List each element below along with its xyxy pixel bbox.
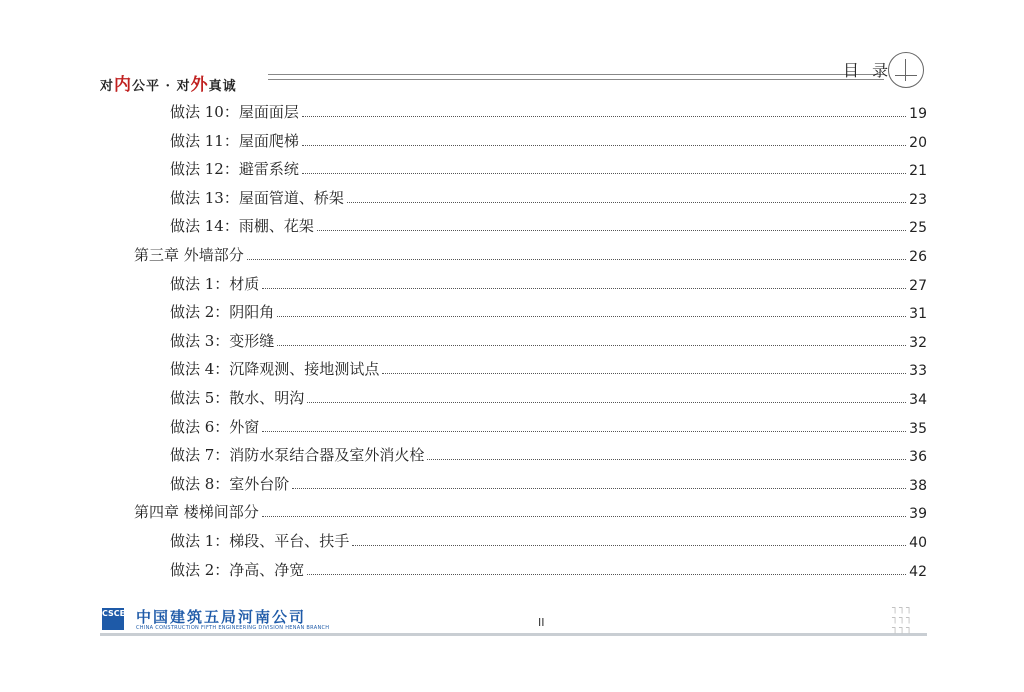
toc-leader-dots [292,488,906,489]
toc-entry[interactable] [0,123,927,151]
toc-entry-page: 42 [909,563,927,580]
toc-leader-dots [307,574,906,575]
toc-entry-title: 做法 1：材质 [170,274,260,293]
toc-entry-title: 做法 4：沉降观测、接地测试点 [170,360,380,379]
toc-entry-page: 38 [909,477,927,494]
toc-leader-dots [277,316,906,317]
toc-entry[interactable] [0,180,927,208]
toc-entry-page: 21 [909,163,927,180]
toc-entry-title: 做法 2：净高、净宽 [170,560,305,579]
slogan-text-1: 对 [100,79,115,94]
toc-leader-dots [382,373,906,374]
toc-entry-page: 20 [909,134,927,151]
toc-entry[interactable] [0,494,927,522]
toc-entry-page: 34 [909,392,927,408]
toc-entry[interactable] [0,552,927,580]
page-number: II [538,616,545,629]
toc-leader-dots [247,259,906,260]
toc-entry[interactable] [0,94,927,122]
company-logo-icon: CSCEC [102,608,124,630]
slogan-red-char-2: 外 [190,75,209,95]
slogan-text-3: 真诚 [208,79,237,94]
footer-divider [100,633,927,636]
toc-leader-dots [352,545,906,546]
toc-entry-title: 做法 5：散水、明沟 [170,389,305,407]
company-name-english: CHINA CONSTRUCTION FIFTH ENGINEERING DIVISION HENAN BRANCH [136,625,330,631]
toc-entry-title: 做法 6：外窗 [170,417,260,436]
corner-pattern-icon: ┐┐┐ ┐┐┐ ┐┐┐ [892,603,914,634]
section-title: 目 录 [843,61,893,80]
toc-entry[interactable] [0,151,927,179]
toc-entry-title: 做法 14：雨棚、花架 [170,217,314,236]
crosshair-circle-icon [888,52,924,88]
toc-entry-page: 26 [909,249,927,265]
toc-entry-page: 32 [909,334,927,351]
toc-leader-dots [307,402,906,403]
toc-entry[interactable] [0,323,927,351]
toc-entry-title: 做法 11：屋面爬梯 [170,131,299,150]
toc-entry[interactable] [0,437,927,465]
toc-entry-title: 做法 10：屋面面层 [170,103,299,121]
toc-entry-title: 做法 12：避雷系统 [170,160,299,179]
toc-entry-page: 25 [909,220,927,237]
slogan-text-2: 公平 · 对 [132,79,191,94]
header-divider [268,74,884,80]
toc-leader-dots [262,431,906,432]
toc-entry-title: 第四章 楼梯间部分 [134,503,259,522]
toc-entry-title: 做法 7：消防水泵结合器及室外消火栓 [170,446,425,465]
toc-leader-dots [302,145,906,146]
toc-entry[interactable] [0,237,927,265]
toc-leader-dots [347,202,906,203]
toc-entry-page: 40 [909,535,927,551]
toc-entry-title: 做法 1：梯段、平台、扶手 [170,532,350,550]
toc-entry[interactable] [0,208,927,236]
toc-entry-title: 做法 3：变形缝 [170,331,275,350]
toc-entry-page: 35 [909,420,927,437]
toc-entry-page: 31 [909,306,927,323]
toc-leader-dots [302,116,906,117]
header-slogan [100,70,237,95]
toc-entry[interactable] [0,409,927,437]
toc-entry[interactable] [0,351,927,379]
toc-entry-page: 33 [909,363,927,380]
toc-entry-title: 做法 8：室外台阶 [170,474,290,493]
toc-entry-title: 第三章 外墙部分 [134,246,244,264]
company-name: 中国建筑五局河南公司 [136,608,307,626]
toc-leader-dots [302,173,906,174]
toc-leader-dots [427,459,906,460]
toc-entry[interactable] [0,466,927,494]
toc-entry-page: 36 [909,449,927,466]
toc-entry-page: 27 [909,277,927,294]
toc-leader-dots [262,288,906,289]
toc-entry[interactable] [0,380,927,408]
toc-leader-dots [317,230,906,231]
toc-entry-page: 39 [909,506,927,523]
toc-entry-title: 做法 2：阴阳角 [170,303,275,322]
toc-entry[interactable] [0,266,927,294]
toc-entry-page: 19 [909,106,927,122]
toc-leader-dots [262,516,906,517]
toc-entry-title: 做法 13：屋面管道、桥架 [170,188,344,207]
toc-leader-dots [277,345,906,346]
toc-entry-page: 23 [909,191,927,208]
toc-entry[interactable] [0,523,927,551]
toc-entry[interactable] [0,294,927,322]
slogan-red-char-1: 内 [114,75,133,95]
